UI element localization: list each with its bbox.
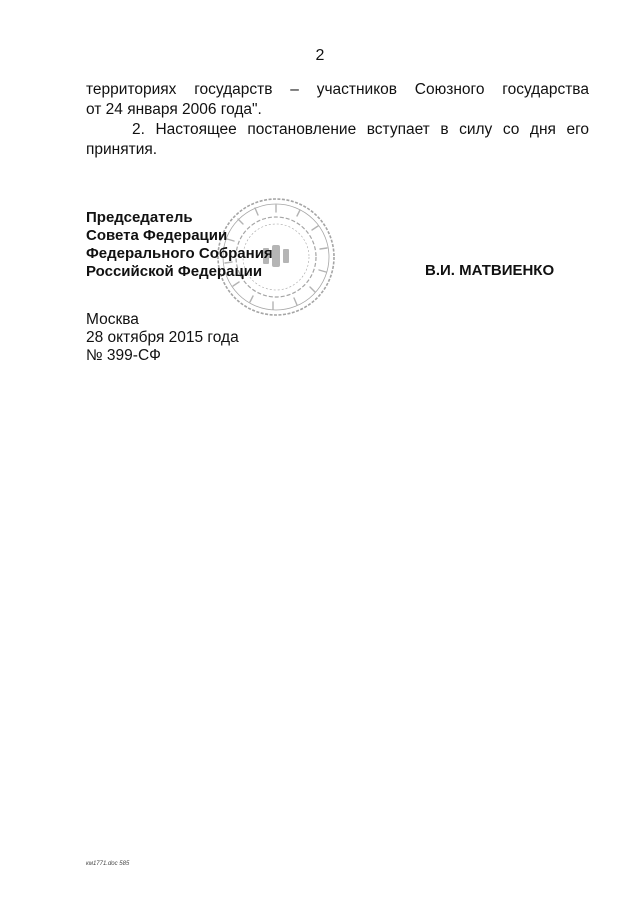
page-number: 2 [315,47,325,64]
paragraph-2-line-2: принятия. [86,141,158,158]
issuance-date: 28 октября 2015 года [86,329,239,346]
document-number: № 399-СФ [86,347,161,364]
signatory-title-line: Российской Федерации [86,263,263,280]
signatory-title-line: Совета Федерации [86,227,228,244]
document-body [86,80,589,160]
paragraph-2-line-1: 2. Настоящее постановление вступает в силу со дня его [132,121,589,138]
paragraph-1-line-2: от 24 января 2006 года". [86,101,262,118]
issuance-details [86,311,239,365]
signatory-title-line: Председатель [86,209,193,226]
footer-file-code: км1771.doc 585 [86,861,130,867]
signatory-name: В.И. МАТВИЕНКО [425,262,555,279]
paragraph-2 [86,120,589,160]
paragraph-1 [86,80,589,120]
issuance-place: Москва [86,311,139,328]
signatory-title-line: Федерального Собрания [86,245,273,262]
paragraph-1-line-1: территориях государств – участников Союзного государства [86,81,589,98]
